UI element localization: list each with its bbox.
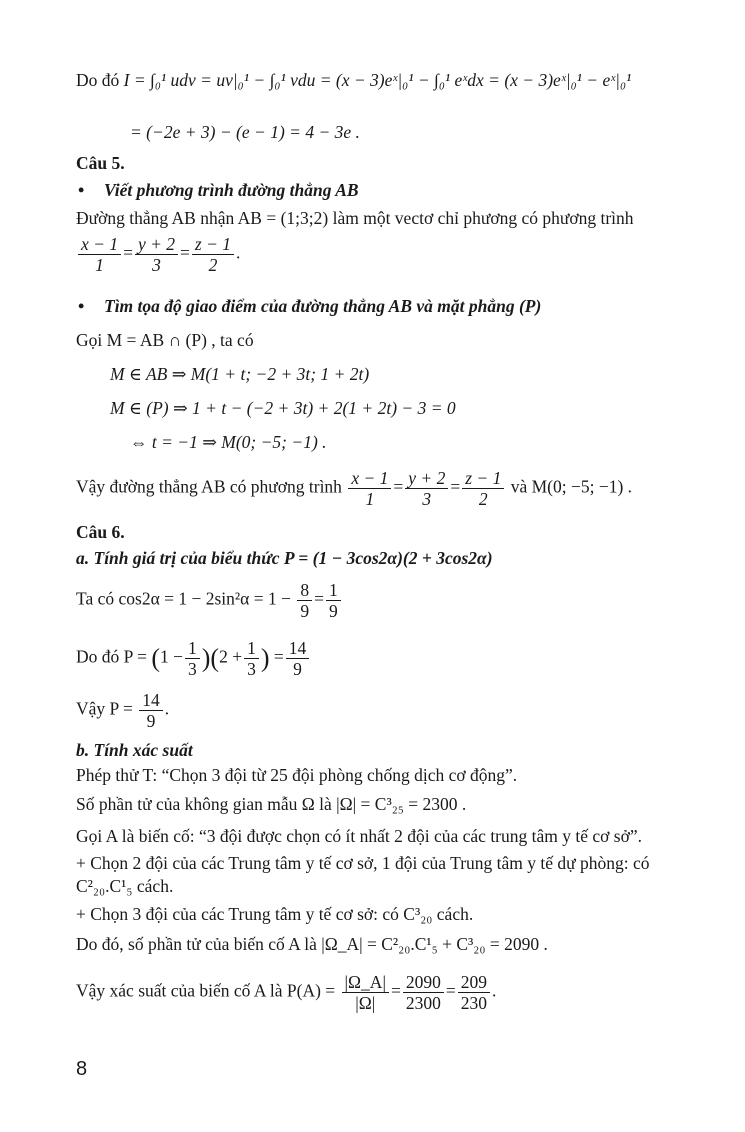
cau4-line1 bbox=[76, 70, 631, 92]
fraction bbox=[348, 468, 391, 509]
cau5-bullet2: Tìm tọa độ giao điểm của đường thẳng AB và mặt phẳng (P) bbox=[104, 296, 542, 316]
cau4-line2 bbox=[130, 122, 360, 144]
cau5-line2: Gọi M = AB ∩ (P) , ta có bbox=[76, 330, 254, 350]
denominator: 2 bbox=[478, 489, 488, 510]
fraction bbox=[342, 972, 389, 1013]
denominator: 1 bbox=[365, 489, 375, 510]
cau6-a-line1: Ta có cos2α = 1 − 2sin²α = 1 − $\frac{8}{9}$ = $\frac{1}{9}$ bbox=[76, 580, 343, 621]
cau5-bullet1: Viết phương trình đường thẳng AB bbox=[104, 180, 359, 200]
denominator: 3 bbox=[152, 255, 161, 276]
numerator: 2090 bbox=[403, 972, 444, 993]
denominator: 9 bbox=[300, 601, 310, 622]
fraction bbox=[405, 468, 448, 509]
numerator: 14 bbox=[139, 690, 163, 711]
cau5-conclusion: Vậy đường thẳng AB có phương trình $\frac{x - 1}{1}$ = $\frac{y + 2}{3}$ = $\frac{z - 1}{2}$ và M(0; −5; −1) . bbox=[76, 468, 633, 510]
denominator: 230 bbox=[460, 993, 487, 1014]
cau6-b-line8-pre: Vậy xác suất của biến cố A là P(A) = bbox=[76, 980, 336, 1001]
numerator: z − 1 bbox=[192, 234, 234, 255]
numerator: 1 bbox=[326, 580, 341, 601]
cau6-part-b: b. Tính xác suất bbox=[76, 740, 193, 760]
denominator: |Ω| bbox=[355, 993, 376, 1014]
cau6-a-line2: Do đó P = (1 − $\frac{1}{3}$ )(2 + $\frac{1}{3}$ ) = $\frac{14}{9}$ bbox=[76, 638, 311, 679]
denominator: 1 bbox=[95, 255, 104, 276]
fraction bbox=[326, 580, 341, 621]
cau6-part-a: a. Tính giá trị của biểu thức P = (1 − 3cos2α)(2 + 3cos2α) bbox=[76, 548, 493, 568]
cau6-b-line5: C²₂₀.C¹₅ cách. bbox=[76, 876, 174, 896]
denominator: 2300 bbox=[405, 993, 441, 1014]
fraction bbox=[286, 638, 310, 679]
denominator: 9 bbox=[328, 601, 338, 622]
denominator: 3 bbox=[422, 489, 432, 510]
denominator: 3 bbox=[247, 659, 256, 680]
cau5-heading: Câu 5. bbox=[76, 153, 125, 173]
numerator: z − 1 bbox=[462, 468, 504, 489]
cau5-line5: ⇔ t = −1 ⇒ M(0; −5; −1) . bbox=[130, 432, 327, 452]
cau6-b-line1: Phép thử T: “Chọn 3 đội từ 25 đội phòng chống dịch cơ động”. bbox=[76, 765, 518, 785]
numerator: y + 2 bbox=[135, 234, 178, 255]
fraction bbox=[462, 468, 504, 509]
cau5-concl-a: Vậy đường thẳng AB có phương trình bbox=[76, 476, 342, 497]
numerator: |Ω_A| bbox=[342, 972, 389, 993]
cau6-b-line2: Số phần tử của không gian mẫu Ω là |Ω| = C³₂₅ = 2300 . bbox=[76, 794, 467, 814]
cau6-b-line3: Gọi A là biến cố: “3 đội được chọn có ít nhất 2 đội của các trung tâm y tế cơ sở”. bbox=[76, 826, 642, 846]
cau5-concl-b: và M(0; −5; −1) . bbox=[510, 476, 633, 497]
fraction bbox=[139, 690, 163, 731]
cau6-b-line6: + Chọn 3 đội của các Trung tâm y tế cơ sở: có C³₂₀ cách. bbox=[76, 904, 474, 924]
cau4-line1-math: I = ∫₀¹ udv = uv|₀¹ − ∫₀¹ vdu = (x − 3)eˣ|₀¹ − ∫₀¹ eˣdx = (x − 3)eˣ|₀¹ − eˣ|₀¹ bbox=[123, 70, 632, 90]
fraction bbox=[297, 580, 312, 621]
fraction bbox=[192, 234, 234, 275]
cau6-b-line7: Do đó, số phần tử của biến cố A là |Ω_A| = C²₂₀.C¹₅ + C³₂₀ = 2090 . bbox=[76, 934, 548, 954]
fraction bbox=[185, 638, 200, 679]
cau6-a-line2-pre: Do đó P = bbox=[76, 646, 147, 667]
numerator: 1 bbox=[244, 638, 259, 659]
fraction bbox=[403, 972, 444, 1013]
numerator: 8 bbox=[297, 580, 312, 601]
cau4-line2-math: = (−2e + 3) − (e − 1) = 4 − 3e . bbox=[130, 122, 360, 142]
cau6-b-line8: Vậy xác suất của biến cố A là P(A) = $\frac{|\Omega\_A|}{|\Omega|}$ = $\frac{2090}{2300}$ = $\frac{209}{230}$ . bbox=[76, 972, 497, 1014]
numerator: 1 bbox=[185, 638, 200, 659]
fraction bbox=[458, 972, 490, 1013]
cau6-a-line3-pre: Vậy P = bbox=[76, 698, 133, 719]
page-number: 8 bbox=[76, 1058, 88, 1080]
denominator: 2 bbox=[208, 255, 218, 276]
cau5-line3: M ∈ AB ⇒ M(1 + t; −2 + 3t; 1 + 2t) bbox=[110, 364, 370, 384]
cau6-a-line3: Vậy P = $\frac{14}{9}$ . bbox=[76, 690, 170, 732]
denominator: 9 bbox=[293, 659, 302, 680]
fraction bbox=[135, 234, 178, 275]
cau6-heading: Câu 6. bbox=[76, 522, 125, 542]
cau5-line1: Đường thẳng AB nhận AB = (1;3;2) làm một vectơ chỉ phương có phương trình bbox=[76, 208, 634, 228]
cau5-line4: M ∈ (P) ⇒ 1 + t − (−2 + 3t) + 2(1 + 2t) − 3 = 0 bbox=[110, 398, 456, 418]
numerator: 14 bbox=[286, 638, 310, 659]
cau4-line1-text: Do đó bbox=[76, 70, 120, 90]
numerator: x − 1 bbox=[348, 468, 391, 489]
denominator: 3 bbox=[188, 659, 197, 680]
bullet-icon: • bbox=[78, 180, 85, 200]
cau5-eq1: $\frac{x - 1}{1}$ = $\frac{y + 2}{3}$ = $\frac{z - 1}{2}$ . bbox=[76, 234, 240, 275]
denominator: 9 bbox=[146, 711, 156, 732]
cau6-a-line1-text: Ta có cos2α = 1 − 2sin²α = 1 − bbox=[76, 588, 291, 609]
cau6-b-line4: + Chọn 2 đội của các Trung tâm y tế cơ sở, 1 đội của Trung tâm y tế dự phòng: có bbox=[76, 853, 650, 873]
bullet-icon: • bbox=[78, 296, 85, 316]
fraction bbox=[244, 638, 259, 679]
numerator: x − 1 bbox=[78, 234, 121, 255]
fraction bbox=[78, 234, 121, 275]
numerator: y + 2 bbox=[405, 468, 448, 489]
numerator: 209 bbox=[458, 972, 490, 993]
